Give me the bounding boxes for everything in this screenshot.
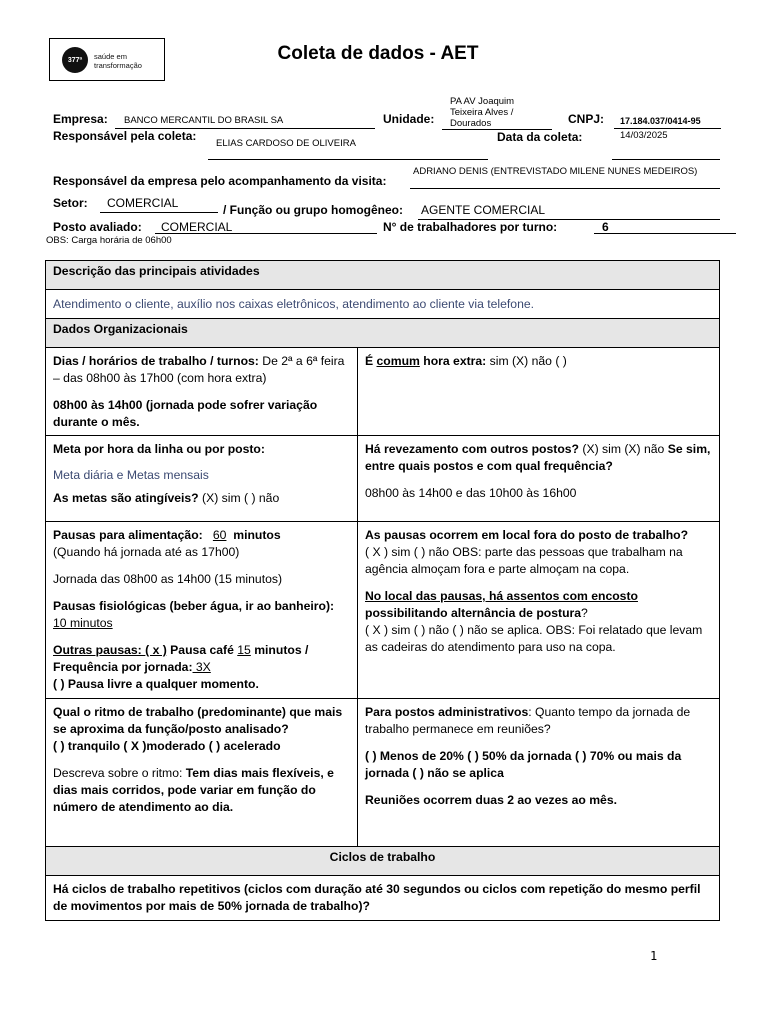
trabalhadores-underline [594, 233, 736, 234]
frequency-value: 3X [192, 660, 211, 674]
physiological-break-label: Pausas fisiológicas (beber água, ir ao banheiro): [53, 599, 335, 613]
funcao-label: / Função ou grupo homogêneo: [223, 203, 403, 217]
work-pace-options: ( ) tranquilo ( X )moderado ( ) acelerado [53, 739, 281, 753]
physiological-break-value: 10 minutos [53, 616, 113, 630]
data-collection-table [45, 260, 720, 921]
rotation-cell [358, 436, 720, 522]
work-pace-cell [46, 699, 358, 847]
breaks-cell: Pausas para alimentação: 60 minutos (Quando há jornada até as 17h00) Jornada das 08h00 as 14h00 (15 minutos) Pausas fisiológicas (beber água, ir ao banheiro): 10 minutos Outras pausas: ( x ) Pausa café 15 minutos / Frequência por jornada: 3X ( ) Pausa livre a qualquer momento. [46, 522, 358, 699]
shift-break-note: Jornada das 08h00 as 14h00 (15 minutos) [53, 572, 283, 586]
work-pace-question: Qual o ritmo de trabalho (predominante) que mais se aproxima da função/posto analisado? [53, 705, 343, 736]
acompanhamento-label: Responsável da empresa pelo acompanhamento da visita: [53, 174, 387, 188]
cnpj-value: 17.184.037/0414-95 [620, 116, 701, 126]
setor-underline [100, 212, 218, 213]
seating-answer: ( X ) sim ( ) não ( ) não se aplica. OBS: Foi relatado que levam as cadeiras do atendimento para uso na copa. [365, 623, 703, 654]
responsavel-value: ELIAS CARDOSO DE OLIVEIRA [216, 138, 356, 149]
overtime-value: sim (X) não ( ) [486, 354, 567, 368]
rotation-value: 08h00 às 14h00 e das 10h00 às 16h00 [365, 486, 577, 500]
obs-carga-horaria: OBS: Carga horária de 06h00 [46, 235, 172, 246]
cnpj-label: CNPJ: [568, 112, 605, 126]
data-underline [612, 159, 720, 160]
meal-break-note: (Quando há jornada até as 17h00) [53, 545, 240, 559]
posto-value: COMERCIAL [161, 220, 233, 234]
responsavel-underline [208, 159, 488, 160]
other-breaks-check: ( x ) [145, 643, 167, 657]
work-pace-desc-label: Descreva sobre o ritmo: [53, 766, 186, 780]
activities-header: Descrição das principais atividades [46, 261, 720, 290]
work-cycles-header: Ciclos de trabalho [46, 847, 720, 876]
funcao-value: AGENTE COMERCIAL [421, 203, 546, 217]
work-hours-value: De 2ª a 6ª feira – das 08h00 às 17h00 (com hora extra) [53, 354, 345, 385]
meta-label: Meta por hora da linha ou por posto: [53, 442, 265, 456]
break-location-question: As pausas ocorrem em local fora do posto de trabalho? [365, 528, 689, 542]
admin-posts-question: : Quanto tempo da jornada de trabalho permanece em reuniões? [365, 705, 691, 736]
meal-break-value: 60 [212, 528, 227, 542]
empresa-label: Empresa: [53, 112, 108, 126]
setor-label: Setor: [53, 196, 88, 210]
other-breaks-label: Outras pausas: ( x ) [53, 643, 167, 657]
meetings-note: Reuniões ocorrem duas 2 ao vezes ao mês. [365, 793, 617, 807]
seating-question: No local das pausas, há assentos com encosto [365, 589, 638, 603]
free-break-option: ( ) Pausa livre a qualquer momento. [53, 677, 259, 691]
work-hours-cell [46, 348, 358, 436]
break-location-answer: ( X ) sim ( ) não OBS: parte das pessoas que trabalham na agência almoçam fora e parte almoçam na copa. [365, 545, 683, 576]
page-number: 1 [650, 949, 658, 963]
logo-text: saúde em transformação [94, 52, 142, 70]
empresa-value: BANCO MERCANTIL DO BRASIL SA [124, 115, 284, 126]
work-pace-description: Tem dias mais flexíveis, e dias mais corridos, pode variar em função do número de atendimento ao dia. [53, 766, 334, 814]
meal-break-unit: minutos [233, 528, 281, 542]
work-hours-note: 08h00 às 14h00 (jornada pode sofrer variação durante o mês. [53, 398, 318, 429]
rotation-question-2: Se sim, entre quais postos e com qual frequência? [365, 442, 711, 473]
meta-cell [46, 436, 358, 522]
frequency-label: Frequência por jornada: [53, 660, 193, 674]
break-location-cell: As pausas ocorrem em local fora do posto de trabalho? ( X ) sim ( ) não OBS: parte das pessoas que trabalham na agência almoçam fora e parte almoçam na copa. No local das pausas, há assentos com encosto possibilitando alternância de postura? ( X ) sim ( ) não ( ) não se aplica. OBS: Foi relatado que levam as cadeiras do atendimento para uso na copa. [358, 522, 720, 699]
meal-break-label: Pausas para alimentação: [53, 528, 203, 542]
metas-atingiveis-value: (X) sim ( ) não [198, 491, 280, 505]
coffee-break-minutes: 15 [237, 643, 251, 657]
overtime-common: comum [376, 354, 420, 368]
data-label: Data da coleta: [497, 130, 583, 144]
meeting-time-options: ( ) Menos de 20% ( ) 50% da jornada ( ) 70% ou mais da jornada ( ) não se aplica [365, 749, 682, 780]
data-value: 14/03/2025 [620, 130, 668, 141]
rotation-answer: (X) sim (X) não [579, 442, 668, 456]
rotation-question: Há revezamento com outros postos? [365, 442, 580, 456]
acompanhamento-value: ADRIANO DENIS (ENTREVISTADO MILENE NUNES MEDEIROS) [413, 166, 698, 177]
setor-value: COMERCIAL [107, 196, 179, 210]
logo-badge: 377ª [62, 47, 88, 73]
activities-description: Atendimento o cliente, auxílio nos caixas eletrônicos, atendimento ao cliente via telefone. [46, 290, 720, 319]
posto-underline [155, 233, 377, 234]
page-title: Coleta de dados - AET [277, 43, 479, 64]
responsavel-label: Responsável pela coleta: [53, 129, 197, 143]
coffee-break-label: Pausa café [166, 643, 238, 657]
meta-value: Meta diária e Metas mensais [53, 468, 209, 482]
work-cycles-question: Há ciclos de trabalho repetitivos (ciclos com duração até 30 segundos ou ciclos com repetição do mesmo perfil de movimentos por mais de 50% jornada de trabalho)? [46, 876, 720, 921]
work-hours-label: Dias / horários de trabalho / turnos: [53, 354, 259, 368]
overtime-label: hora extra: [419, 354, 487, 368]
cnpj-underline [614, 128, 721, 129]
org-data-header: Dados Organizacionais [46, 319, 720, 348]
admin-posts-cell [358, 699, 720, 847]
posto-label: Posto avaliado: [53, 220, 142, 234]
overtime-cell: É comum hora extra: sim (X) não ( ) [358, 348, 720, 436]
unidade-value: PA AV Joaquim Teixeira Alves / Dourados [450, 96, 515, 129]
acompanhamento-underline [410, 188, 720, 189]
trabalhadores-value: 6 [602, 220, 609, 234]
unidade-label: Unidade: [383, 112, 435, 126]
metas-atingiveis-label: As metas são atingíveis? [53, 491, 199, 505]
trabalhadores-label: N° de trabalhadores por turno: [383, 220, 558, 234]
admin-posts-label: Para postos administrativos [365, 705, 529, 719]
